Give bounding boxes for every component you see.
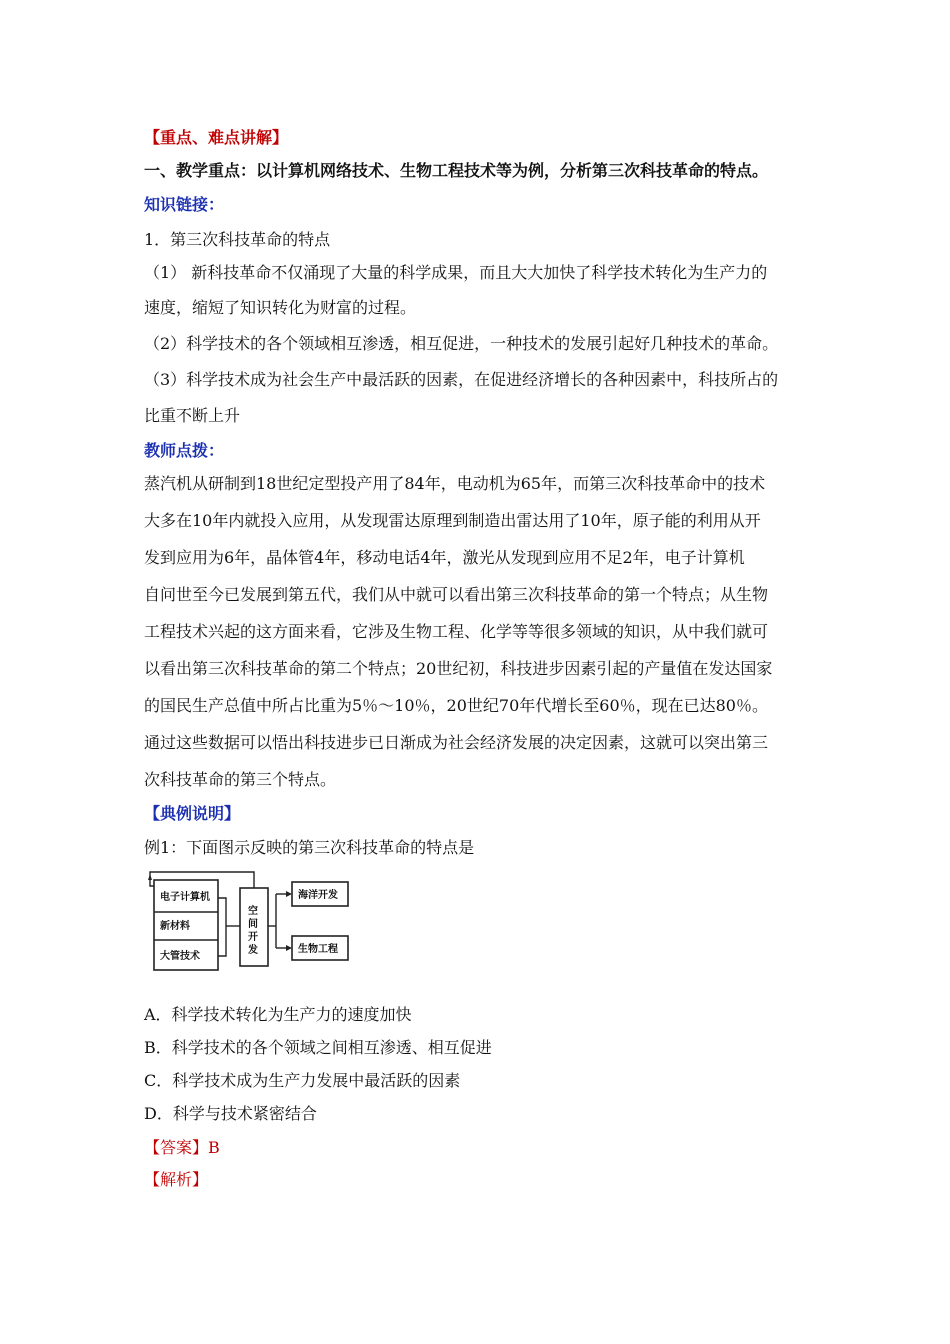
center-box-char: 空: [248, 906, 258, 917]
teacher-tip-line: 以看出第三次科技革命的第二个特点；20世纪初，科技进步因素引起的产量值在发达国家: [144, 659, 773, 678]
example-label: 【典例说明】: [144, 804, 241, 823]
teacher-tip-label: 教师点拨：: [144, 441, 225, 460]
answer-label: 【答案】: [144, 1138, 209, 1157]
item1-title: 1．第三次科技革命的特点: [144, 230, 331, 249]
point2: （2）科学技术的各个领域相互渗透，相互促进，一种技术的发展引起好几种技术的革命。: [144, 334, 779, 353]
option-c: C．科学技术成为生产力发展中最活跃的因素: [144, 1071, 461, 1090]
example1-question: 例1：下面图示反映的第三次科技革命的特点是: [144, 838, 475, 857]
left-box-label-materials: 新材料: [160, 921, 190, 932]
point1-line1: （1） 新科技革命不仅涌现了大量的科学成果，而且大大加快了科学技术转化为生产力的: [144, 263, 768, 282]
point3-line1: （3）科学技术成为社会生产中最活跃的因素，在促进经济增长的各种因素中，科技所占的: [144, 370, 779, 389]
option-b: B．科学技术的各个领域之间相互渗透、相互促进: [144, 1038, 492, 1057]
answer-value: B: [208, 1138, 220, 1157]
arrow-head: [286, 945, 292, 951]
right-box-label-ocean: 海洋开发: [298, 890, 338, 901]
option-a: A．科学技术转化为生产力的速度加快: [144, 1005, 412, 1024]
arrow-head: [148, 874, 152, 880]
right-box-label-bio: 生物工程: [298, 944, 338, 955]
teacher-tip-line: 蒸汽机从研制到18世纪定型投产用了84年，电动机为65年，而第三次科技革命中的技术: [144, 474, 766, 493]
answer-line: [144, 1137, 220, 1159]
connector-left: [218, 898, 226, 956]
point1-line2: 速度，缩短了知识转化为财富的过程。: [144, 298, 417, 317]
option-d: D．科学与技术紧密结合: [144, 1104, 317, 1123]
arrow-head: [286, 891, 292, 897]
flow-diagram: [146, 866, 366, 978]
teacher-tip-line: 通过这些数据可以悟出科技进步已日渐成为社会经济发展的决定因素，这就可以突出第三: [144, 733, 769, 752]
teacher-tip-line: 大多在10年内就投入应用，从发现雷达原理到制造出雷达用了10年，原子能的利用从开: [144, 511, 761, 530]
teacher-tip-line: 次科技革命的第三个特点。: [144, 770, 337, 789]
section-title: 【重点、难点讲解】: [144, 128, 289, 147]
teacher-tip-line: 的国民生产总值中所占比重为5％～10％，20世纪70年代增长至60％，现在已达80％。: [144, 696, 768, 715]
flow-diagram-svg: [146, 866, 366, 978]
left-box-label-computer: 电子计算机: [160, 892, 210, 903]
point3-line2: 比重不断上升: [144, 406, 241, 425]
analysis-label: 【解析】: [144, 1170, 209, 1189]
center-box-char: 发: [248, 945, 258, 956]
center-box-char: 开: [248, 932, 258, 943]
teacher-tip-paragraph: [144, 473, 809, 806]
teacher-tip-line: 发到应用为6年，晶体管4年，移动电话4年，激光从发现到应用不足2年，电子计算机: [144, 548, 745, 567]
left-box-label-tech: 大管技术: [160, 951, 200, 962]
key-point-heading: 一、教学重点：以计算机网络技术、生物工程技术等为例，分析第三次科技革命的特点。: [144, 161, 769, 180]
teacher-tip-line: 自问世至今已发展到第五代，我们从中就可以看出第三次科技革命的第一个特点；从生物: [144, 585, 769, 604]
knowledge-link-label: 知识链接：: [144, 195, 225, 214]
teacher-tip-line: 工程技术兴起的这方面来看，它涉及生物工程、化学等等很多领域的知识，从中我们就可: [144, 622, 769, 641]
center-box-char: 间: [248, 919, 258, 930]
